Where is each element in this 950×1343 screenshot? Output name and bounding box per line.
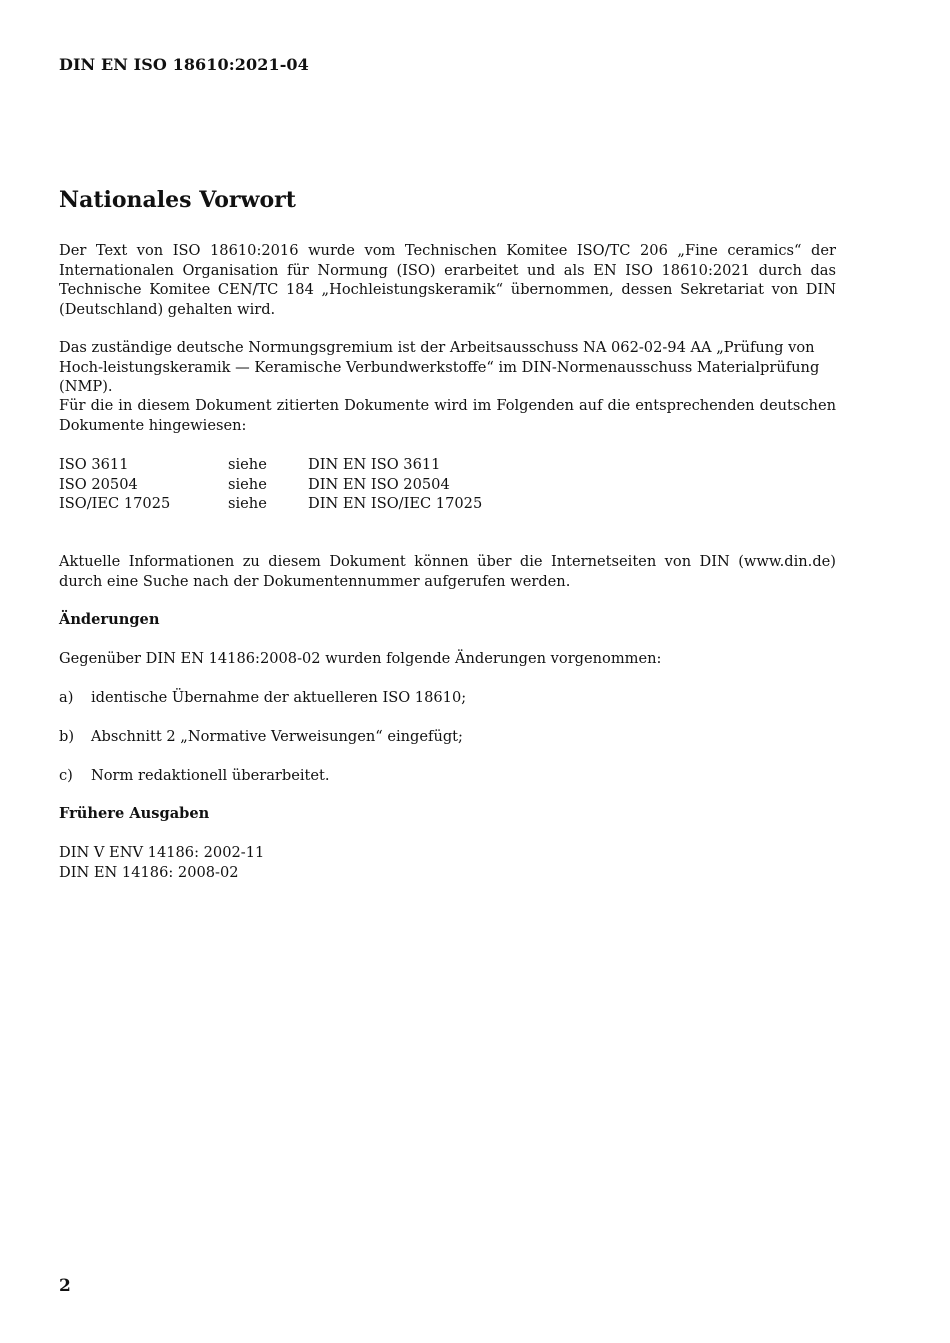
reference-iso: ISO 3611 [59,456,129,473]
paragraph-references-intro: Für die in diesem Dokument zitierten Dokumente wird im Folgenden auf die entsprechenden deutschen Dokumente hingewiesen: [59,397,836,434]
reference-see: siehe [228,456,267,473]
reference-row [59,494,482,514]
previous-edition: DIN EN 14186: 2008-02 [59,863,239,881]
list-text: Norm redaktionell überarbeitet. [91,767,330,784]
reference-din: DIN EN ISO 3611 [308,456,441,473]
list-text: Abschnitt 2 „Normative Verweisungen“ eingefügt; [91,728,463,745]
list-text: identische Übernahme der aktuelleren ISO 18610; [91,689,467,706]
page-number: 2 [59,1276,71,1296]
paragraph-origin: Der Text von ISO 18610:2016 wurde vom Technischen Komitee ISO/TC 206 „Fine ceramics“ der Internationalen Organisation für Normung (ISO) erarbeitet und als EN ISO 18610:2021 durch das Technische Komitee CEN/TC 184 „Hochleistungskeramik“ übernommen, dessen Sekretariat von DIN (Deutschland) gehalten wird. [59,242,836,318]
changes-heading: Änderungen [59,611,160,628]
section-title: Nationales Vorwort [59,187,296,213]
previous-editions-list [59,843,264,882]
previous-edition: DIN V ENV 14186: 2002-11 [59,844,265,861]
paragraph-committee: Das zuständige deutsche Normungsgremium ist der Arbeitsausschuss NA 062-02-94 AA „Prüfung von Hoch-leistungskeramik — Keramische Verbundwerkstoffe“ im DIN-Normenausschuss Materialprüfung (NMP). [59,339,820,395]
reference-see: siehe [228,475,267,493]
reference-row [59,455,482,475]
reference-see: siehe [228,495,267,512]
changes-intro: Gegenüber DIN EN 14186:2008-02 wurden folgende Änderungen vorgenommen: [59,650,662,667]
reference-din: DIN EN ISO 20504 [308,475,450,493]
reference-iso: ISO 20504 [59,475,138,493]
reference-table [59,455,482,514]
list-marker: a) [59,689,74,706]
paragraph-info: Aktuelle Informationen zu diesem Dokument können über die Internetseiten von DIN (www.din.de) durch eine Suche nach der Dokumentennummer aufgerufen werden. [59,553,836,590]
list-marker: b) [59,728,75,745]
reference-din: DIN EN ISO/IEC 17025 [308,495,483,512]
reference-iso: ISO/IEC 17025 [59,495,171,512]
list-marker: c) [59,767,73,784]
previous-editions-heading: Frühere Ausgaben [59,805,210,822]
reference-row [59,475,482,495]
document-id: DIN EN ISO 18610:2021-04 [59,55,309,74]
